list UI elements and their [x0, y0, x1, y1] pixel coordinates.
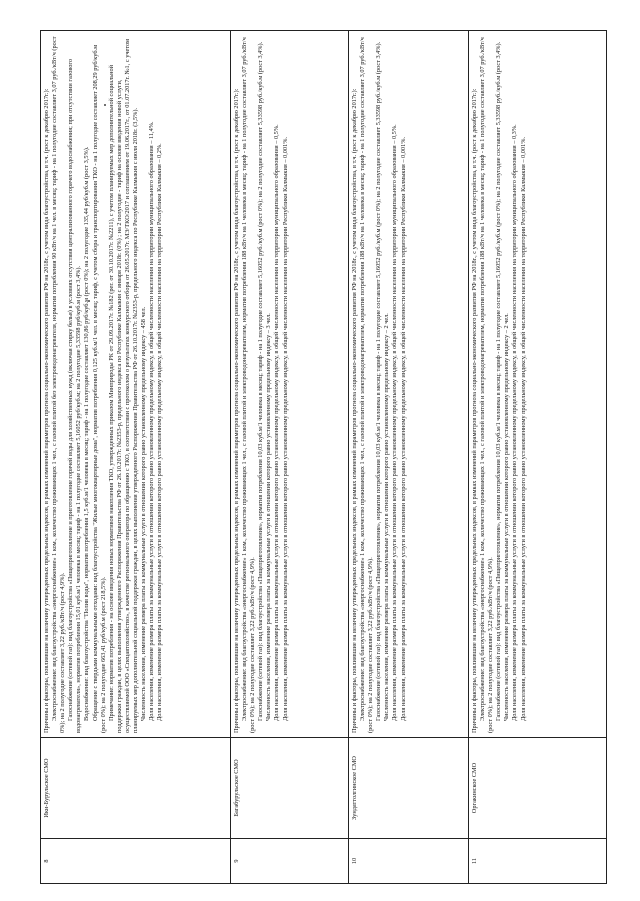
row-number: 11	[469, 839, 607, 884]
municipality-name: Зундаттолгинское СМО	[349, 738, 469, 839]
row-description	[41, 31, 231, 738]
paragraph: Причины и факторы, повлиявшие на величину утвержденных предельных индексов, в рамках изменений параметров прогноза социально-экономического развития РФ на 2018г., с учетом вида благоустройства, в т.ч. (рост к декабрю 2017г.):	[233, 88, 240, 733]
row-number: 10	[349, 839, 469, 884]
paragraph: Электроснабжение: вид благоустройства «энергоснабжение» 1 ком., количество проживающих 1 чел., с газовой плитой и электроводонагревателем, норматив потребления 188 кВт/ч на 1 человека в месяц; тариф - на 1 полугодие составляет 3,07 руб./кВт/ч (рост 0%); на 2 полугодие составляет 3,22 руб./кВт/ч (рост 4,9%).	[479, 37, 495, 733]
paragraph: Численность населения, изменение размера платы за коммунальные услуги в отношении которого равно установленному предельному индексу – 2 чел.	[503, 313, 511, 721]
row-number: 8	[41, 839, 231, 884]
paragraph: Численность населения, изменение размера платы за коммунальные услуги в отношении которого равно установленному предельному индексу – 458 чел.	[140, 306, 148, 721]
paragraph: Электроснабжение: вид благоустройства «энергоснабжение» 1 ком., количество проживающих 1 чел., с газовой плитой без электроводонагревателя, норматив потребления 90 кВт/ч на 1 чел. в месяц; тариф - на 1 полугодие составляет 3,07 руб./кВт/ч (рост 0%); на 2 полугодие составляет 3,22 руб./кВт/ч (рост 4,9%).	[51, 36, 67, 733]
paragraph: Доля населения, изменение размера платы за коммунальные услуги в отношении которого равно установленному предельному индексу, в общей численности населения на территории муниципального образования – 0,5%.	[273, 124, 281, 721]
paragraph: Численность населения, изменение размера платы за коммунальные услуги в отношении которого равно установленному предельному индексу – 2 чел.	[383, 313, 391, 721]
table-body	[41, 31, 607, 884]
paragraph: Причины и факторы, повлиявшие на величину утвержденных предельных индексов, в рамках изменений параметров прогноза социально-экономического развития РФ на 2018г., с учетом вида благоустройства, в т.ч. (рост к декабрю 2017г.):	[43, 88, 50, 733]
paragraph: Численность населения, изменение размера платы за коммунальные услуги в отношении которого равно установленному предельному индексу – 3 чел.	[265, 313, 273, 721]
paragraph: Водоснабжение: вид благоустройства "Полив воды", норматив потребления 1,5 куб.м/1 человека в месяц; тариф - на 1 полугодие составляет 130,86 руб/куб.м (рост 0%); на 2 полугодие 135,44 руб/куб.м (рост 3,5%).	[83, 146, 91, 721]
municipality-name: Багабурульское СМО	[231, 738, 349, 839]
row-description	[469, 31, 607, 738]
paragraph: Газоснабжение (сетевой газ): вид благоустройства «Пищеприготовление и приготовление горячей воды для хозяйственных нужд (включая стирку белья) в условиях отсутствия централизованного горячего водоснабжения; при отсутствии газового водонагревателя», норматив потребления 15,01 куб.м/1 человека в месяц; тариф - на 1 полугодие составляет 5,16052 руб/куб.м; на 2 полугодие 5,33598 руб/куб.м (рост 3,4%).	[67, 58, 83, 733]
paragraph: Доля населения, изменение размера платы за коммунальные услуги в отношении которого равно установленному предельному индексу, в общей численности населения на территории муниципального образования – 11,4%.	[148, 121, 156, 721]
paragraph: Электроснабжение: вид благоустройства «энергоснабжение» 1 ком., количество проживающих 1 чел., с газовой плитой и электроводонагревателем, норматив потребления 188 кВт/ч на 1 человека в месяц; тариф - на 1 полугодие составляет 3,07 руб./кВт/ч (рост 0%); на 2 полугодие составляет 3,22 руб./кВт/ч (рост 4,9%).	[241, 37, 257, 733]
paragraph: Газоснабжение (сетевой газ): вид благоустройства «Пищеприготовление», норматив потребления 10,03 куб.м/1 человека в месяц; тариф - на 1 полугодие составляет 5,16052 руб./куб.м (рост 0%); на 2 полугодие составляет 5,33598 руб./куб.м (рост 3,4%).	[257, 41, 265, 721]
row-description	[349, 31, 469, 738]
paragraph: Доля населения, изменение размера платы за коммунальные услуги в отношении которого равно установленному предельному индексу, в общей численности населения на территории Республики Калмыкия – 0,001%.	[519, 136, 527, 721]
paragraph: Причины и факторы, повлиявшие на величину утвержденных предельных индексов, в рамках изменений параметров прогноза социально-экономического развития РФ на 2018г., с учетом вида благоустройства, в т.ч. (рост к декабрю 2017г.):	[471, 88, 478, 733]
paragraph: Доля населения, изменение размера платы за коммунальные услуги в отношении которого равно установленному предельному индексу, в общей численности населения на территории Республики Калмыкия – 0,2%.	[156, 143, 164, 721]
paragraph: Причины и факторы, повлиявшие на величину утвержденных предельных индексов, в рамках изменений параметров прогноза социально-экономического развития РФ на 2018г., с учетом вида благоустройства, в т.ч. (рост к декабрю 2017г.):	[351, 88, 358, 733]
paragraph: Электроснабжение: вид благоустройства «энергоснабжение» 1 ком., количество проживающих 1 чел., с газовой плитой и электроводонагревателем, норматив потребления 188 кВт/ч на 1 человека в месяц; тариф - на 1 полугодие составляет 3,07 руб./кВт/ч (рост 0%); на 2 полугодие составляет 3,22 руб./кВт/ч (рост 4,9%).	[359, 37, 375, 733]
tariff-table	[40, 30, 607, 884]
paragraph: Доля населения, изменение размера платы за коммунальные услуги в отношении которого равно установленному предельному индексу, в общей численности населения на территории Республики Калмыкия – 0,001%.	[399, 136, 407, 721]
municipality-name: Оргакинское СМО	[469, 738, 607, 839]
table-row	[469, 31, 607, 884]
table-row	[349, 31, 469, 884]
paragraph: Примечание: норматив потребления - на основе введения новых нормативов накопления ТКО, утвержденных приказом Минприроды РК от 29.09.2017г. №182 (рег. от 30.10.2017г. №2211), с учетом планируемых мер дополнительной социальной поддержки граждан, в целях выполнения утвержденного Распоряжения Правительства РФ от 26.10.2017г. №2353-р, предельного индекса по Республике Калмыкия с января 2018г. (0%) ; на 2 полугодие - тариф на основе введения новой услуги, осуществляемой ООО «Спецавтохозяйство», в качестве регионального оператора по обращению с ТКО, в соответствии с протоколом о результатах конкурсного отбора от 26.05.2017г. МЭ/ТКО/2017 и соглашением от 19.06.2017г., от 01.07.2017г. №1, с учетом планируемых мер дополнительной социальной поддержки граждан, в целях выполнения утвержденного Распоряжения Правительства РФ от 26.10.2017г. №2353-р, предельного индекса по Республике Калмыкия с июля 2018г. (3,5%).	[107, 38, 140, 733]
paragraph: Обращение с твердыми коммунальными отходами: вид благоустройства "Жилые многоквартирные дома", норматив потребления 0,125 куб.м/1 чел. в месяц; тариф, с учетом сбора и транспортирования ТКО - на 1 полугодие составляет 208,29 руб/куб.м (рост 0%); на 2 полугодие 663,41 руб/куб.м (рост 218,5%).	[91, 44, 107, 733]
paragraph: Доля населения, изменение размера платы за коммунальные услуги в отношении которого равно установленному предельному индексу, в общей численности населения на территории муниципального образования – 0,3%.	[511, 124, 519, 721]
paragraph: Доля населения, изменение размера платы за коммунальные услуги в отношении которого равно установленному предельному индексу, в общей численности населения на территории Республики Калмыкия – 0,001%.	[281, 136, 289, 721]
paragraph: Газоснабжение (сетевой газ): вид благоустройства «Пищеприготовление», норматив потребления 10,03 куб.м/1 человека в месяц; тариф - на 1 полугодие составляет 5,16052 руб./куб.м (рост 0%); на 2 полугодие составляет 5,33598 руб./куб.м (рост 3,4%).	[495, 41, 503, 721]
paragraph: Газоснабжение (сетевой газ): вид благоустройства «Пищеприготовление», норматив потребления 10,03 куб.м/1 человека в месяц; тариф - на 1 полугодие составляет 5,16052 руб./куб.м (рост 0%); на 2 полугодие составляет 5,33598 руб./куб.м (рост 3,4%).	[375, 41, 383, 721]
rotated-table-wrapper	[40, 30, 606, 884]
municipality-name: Ики-Бурульское СМО	[41, 738, 231, 839]
row-number: 9	[231, 839, 349, 884]
paragraph: Доля населения, изменение размера платы за коммунальные услуги в отношении которого равно установленному предельному индексу, в общей численности населения на территории муниципального образования – 0,5%.	[391, 124, 399, 721]
row-description	[231, 31, 349, 738]
table-row	[41, 31, 231, 884]
table-row	[231, 31, 349, 884]
